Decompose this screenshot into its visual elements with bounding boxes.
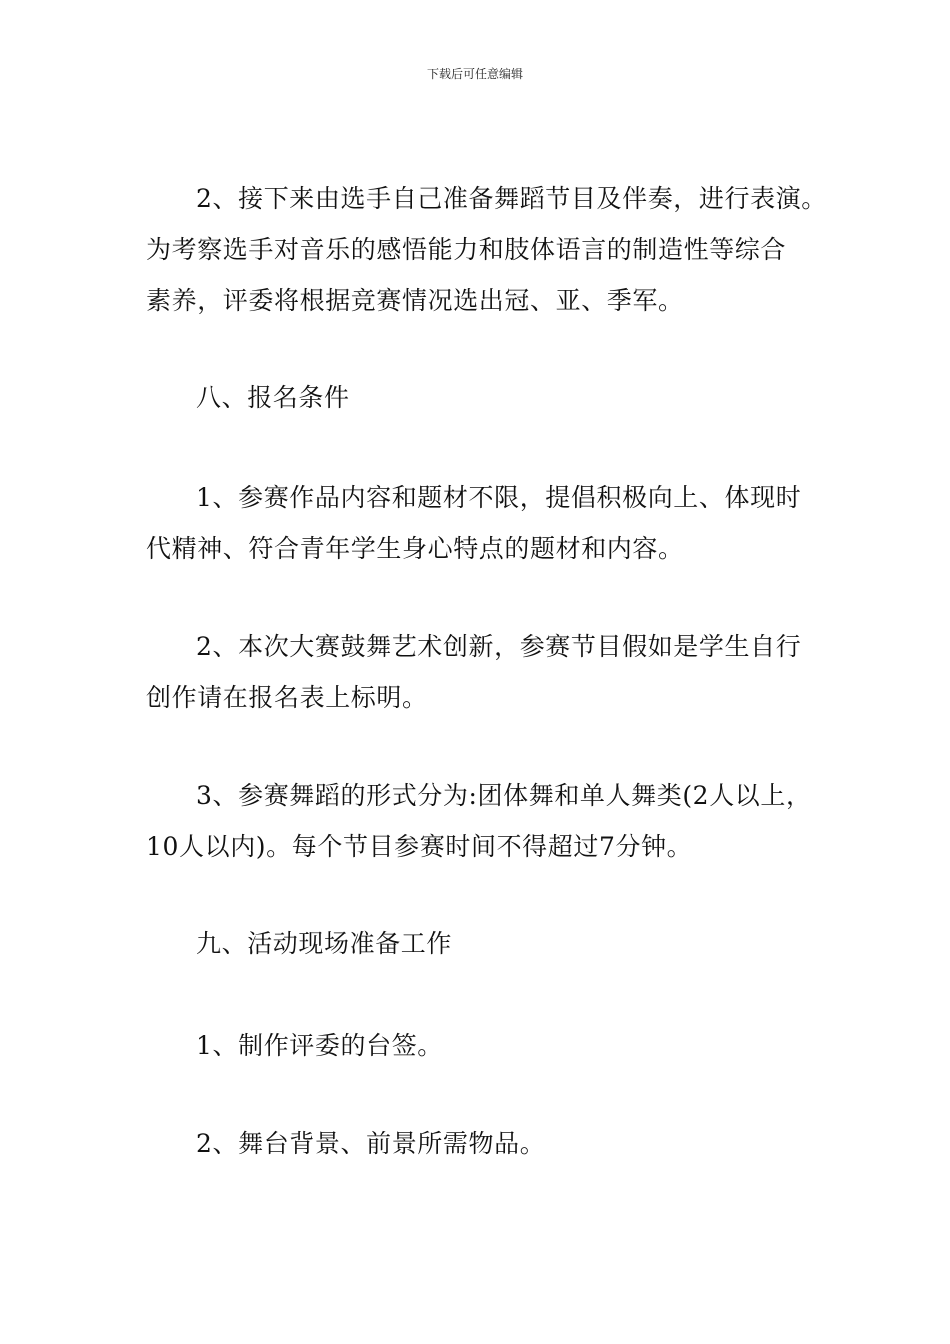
text-line: 创作请在报名表上标明。 bbox=[146, 683, 428, 712]
section-heading-registration bbox=[146, 372, 826, 423]
paragraph-preparation-2 bbox=[146, 1118, 826, 1169]
text-line: 3、参赛舞蹈的形式分为:团体舞和单人舞类(2人以上， bbox=[196, 781, 812, 810]
text-line: 2、舞台背景、前景所需物品。 bbox=[196, 1129, 546, 1158]
text-line: 10人以内)。每个节目参赛时间不得超过7分钟。 bbox=[146, 832, 693, 861]
paragraph-registration-3 bbox=[146, 770, 826, 872]
text-line: 2、接下来由选手自己准备舞蹈节目及伴奏，进行表演。 bbox=[196, 184, 827, 213]
paragraph-preparation-1 bbox=[146, 1020, 826, 1071]
text-line: 1、参赛作品内容和题材不限，提倡积极向上、体现时 bbox=[196, 483, 802, 512]
paragraph-registration-1 bbox=[146, 472, 826, 574]
heading-text: 八、报名条件 bbox=[196, 383, 350, 412]
paragraph-registration-2 bbox=[146, 621, 826, 723]
text-line: 为考察选手对音乐的感悟能力和肢体语言的制造性等综合 bbox=[146, 235, 787, 264]
section-heading-preparation bbox=[146, 918, 826, 969]
text-line: 素养，评委将根据竞赛情况选出冠、亚、季军。 bbox=[146, 286, 684, 315]
text-line: 2、本次大赛鼓舞艺术创新，参赛节目假如是学生自行 bbox=[196, 632, 802, 661]
text-line: 1、制作评委的台签。 bbox=[196, 1031, 443, 1060]
heading-text: 九、活动现场准备工作 bbox=[196, 929, 453, 958]
text-line: 代精神、符合青年学生身心特点的题材和内容。 bbox=[146, 534, 684, 563]
page-header: 下载后可任意编辑 bbox=[426, 67, 523, 81]
paragraph-competition-format bbox=[146, 173, 826, 326]
